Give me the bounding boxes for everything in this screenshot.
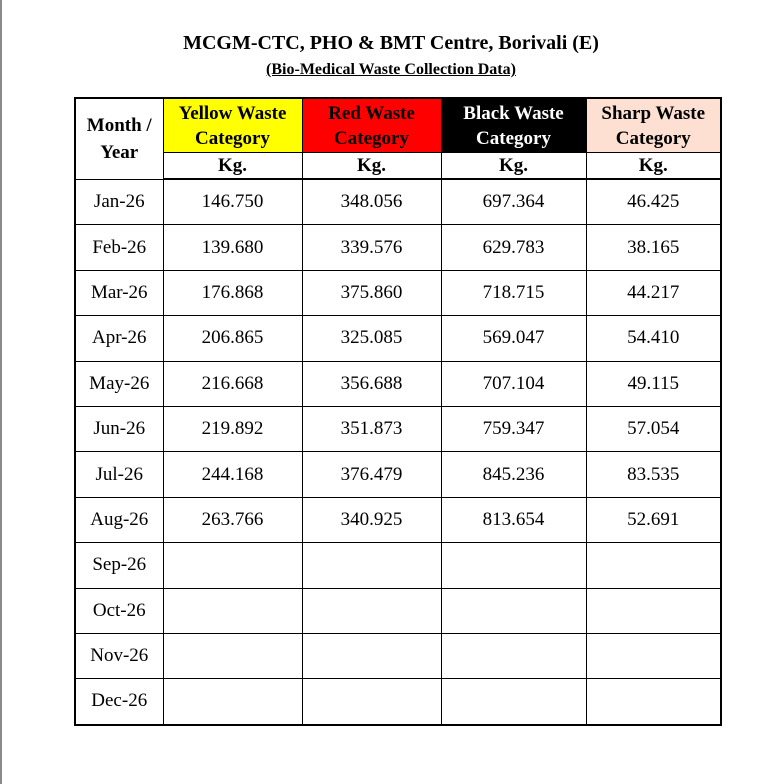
page-subtitle: (Bio-Medical Waste Collection Data): [266, 61, 516, 78]
header-sharp-category: Sharp Waste Category: [586, 98, 721, 153]
sharp-value-cell: 83.535: [586, 452, 721, 497]
black-value-cell: [441, 543, 586, 588]
red-value-cell: [302, 679, 441, 725]
month-cell: Jun-26: [75, 406, 163, 451]
table-row: [75, 179, 721, 225]
black-value-cell: 845.236: [441, 452, 586, 497]
red-value-cell: 351.873: [302, 406, 441, 451]
red-value-cell: [302, 633, 441, 678]
red-value-cell: 376.479: [302, 452, 441, 497]
month-cell: Feb-26: [75, 225, 163, 270]
red-value-cell: 348.056: [302, 179, 441, 225]
month-cell: Mar-26: [75, 270, 163, 315]
sharp-value-cell: 38.165: [586, 225, 721, 270]
black-value-cell: 569.047: [441, 316, 586, 361]
unit-row: [75, 153, 721, 180]
unit-sharp: Kg.: [586, 153, 721, 180]
sharp-value-cell: [586, 633, 721, 678]
black-value-cell: [441, 588, 586, 633]
sharp-value-cell: 44.217: [586, 270, 721, 315]
month-cell: May-26: [75, 361, 163, 406]
yellow-value-cell: 146.750: [163, 179, 302, 225]
waste-collection-table: [74, 97, 722, 726]
sharp-value-cell: [586, 543, 721, 588]
sharp-value-cell: [586, 588, 721, 633]
month-cell: Jul-26: [75, 452, 163, 497]
unit-yellow: Kg.: [163, 153, 302, 180]
yellow-value-cell: 176.868: [163, 270, 302, 315]
header-yellow-category: Yellow Waste Category: [163, 98, 302, 153]
table-row: [75, 406, 721, 451]
header-month-year: Month / Year: [75, 98, 163, 179]
month-cell: Jan-26: [75, 179, 163, 225]
table-row: [75, 316, 721, 361]
page-title: MCGM-CTC, PHO & BMT Centre, Borivali (E): [183, 32, 599, 54]
month-cell: Apr-26: [75, 316, 163, 361]
table-row: [75, 497, 721, 542]
black-value-cell: 813.654: [441, 497, 586, 542]
header-black-category: Black Waste Category: [441, 98, 586, 153]
yellow-value-cell: [163, 633, 302, 678]
month-cell: Sep-26: [75, 543, 163, 588]
red-value-cell: 325.085: [302, 316, 441, 361]
page-edge-rule: [0, 0, 2, 784]
month-cell: Oct-26: [75, 588, 163, 633]
yellow-value-cell: 139.680: [163, 225, 302, 270]
yellow-value-cell: 206.865: [163, 316, 302, 361]
unit-black: Kg.: [441, 153, 586, 180]
yellow-value-cell: 216.668: [163, 361, 302, 406]
table-row: [75, 679, 721, 725]
yellow-value-cell: [163, 679, 302, 725]
red-value-cell: [302, 588, 441, 633]
month-cell: Aug-26: [75, 497, 163, 542]
yellow-value-cell: [163, 588, 302, 633]
table-row: [75, 543, 721, 588]
table-row: [75, 361, 721, 406]
black-value-cell: [441, 633, 586, 678]
red-value-cell: [302, 543, 441, 588]
header-red-category: Red Waste Category: [302, 98, 441, 153]
yellow-value-cell: 244.168: [163, 452, 302, 497]
black-value-cell: 707.104: [441, 361, 586, 406]
table-body: [75, 179, 721, 725]
black-value-cell: 759.347: [441, 406, 586, 451]
yellow-value-cell: [163, 543, 302, 588]
table-row: [75, 633, 721, 678]
month-cell: Nov-26: [75, 633, 163, 678]
black-value-cell: 629.783: [441, 225, 586, 270]
table-row: [75, 588, 721, 633]
table-row: [75, 270, 721, 315]
black-value-cell: [441, 679, 586, 725]
red-value-cell: 375.860: [302, 270, 441, 315]
sharp-value-cell: 49.115: [586, 361, 721, 406]
month-cell: Dec-26: [75, 679, 163, 725]
header-row: [75, 98, 721, 153]
table-row: [75, 225, 721, 270]
unit-red: Kg.: [302, 153, 441, 180]
table-row: [75, 452, 721, 497]
yellow-value-cell: 263.766: [163, 497, 302, 542]
sharp-value-cell: [586, 679, 721, 725]
sharp-value-cell: 57.054: [586, 406, 721, 451]
red-value-cell: 340.925: [302, 497, 441, 542]
black-value-cell: 718.715: [441, 270, 586, 315]
red-value-cell: 356.688: [302, 361, 441, 406]
sharp-value-cell: 54.410: [586, 316, 721, 361]
black-value-cell: 697.364: [441, 179, 586, 225]
yellow-value-cell: 219.892: [163, 406, 302, 451]
sharp-value-cell: 52.691: [586, 497, 721, 542]
sharp-value-cell: 46.425: [586, 179, 721, 225]
red-value-cell: 339.576: [302, 225, 441, 270]
